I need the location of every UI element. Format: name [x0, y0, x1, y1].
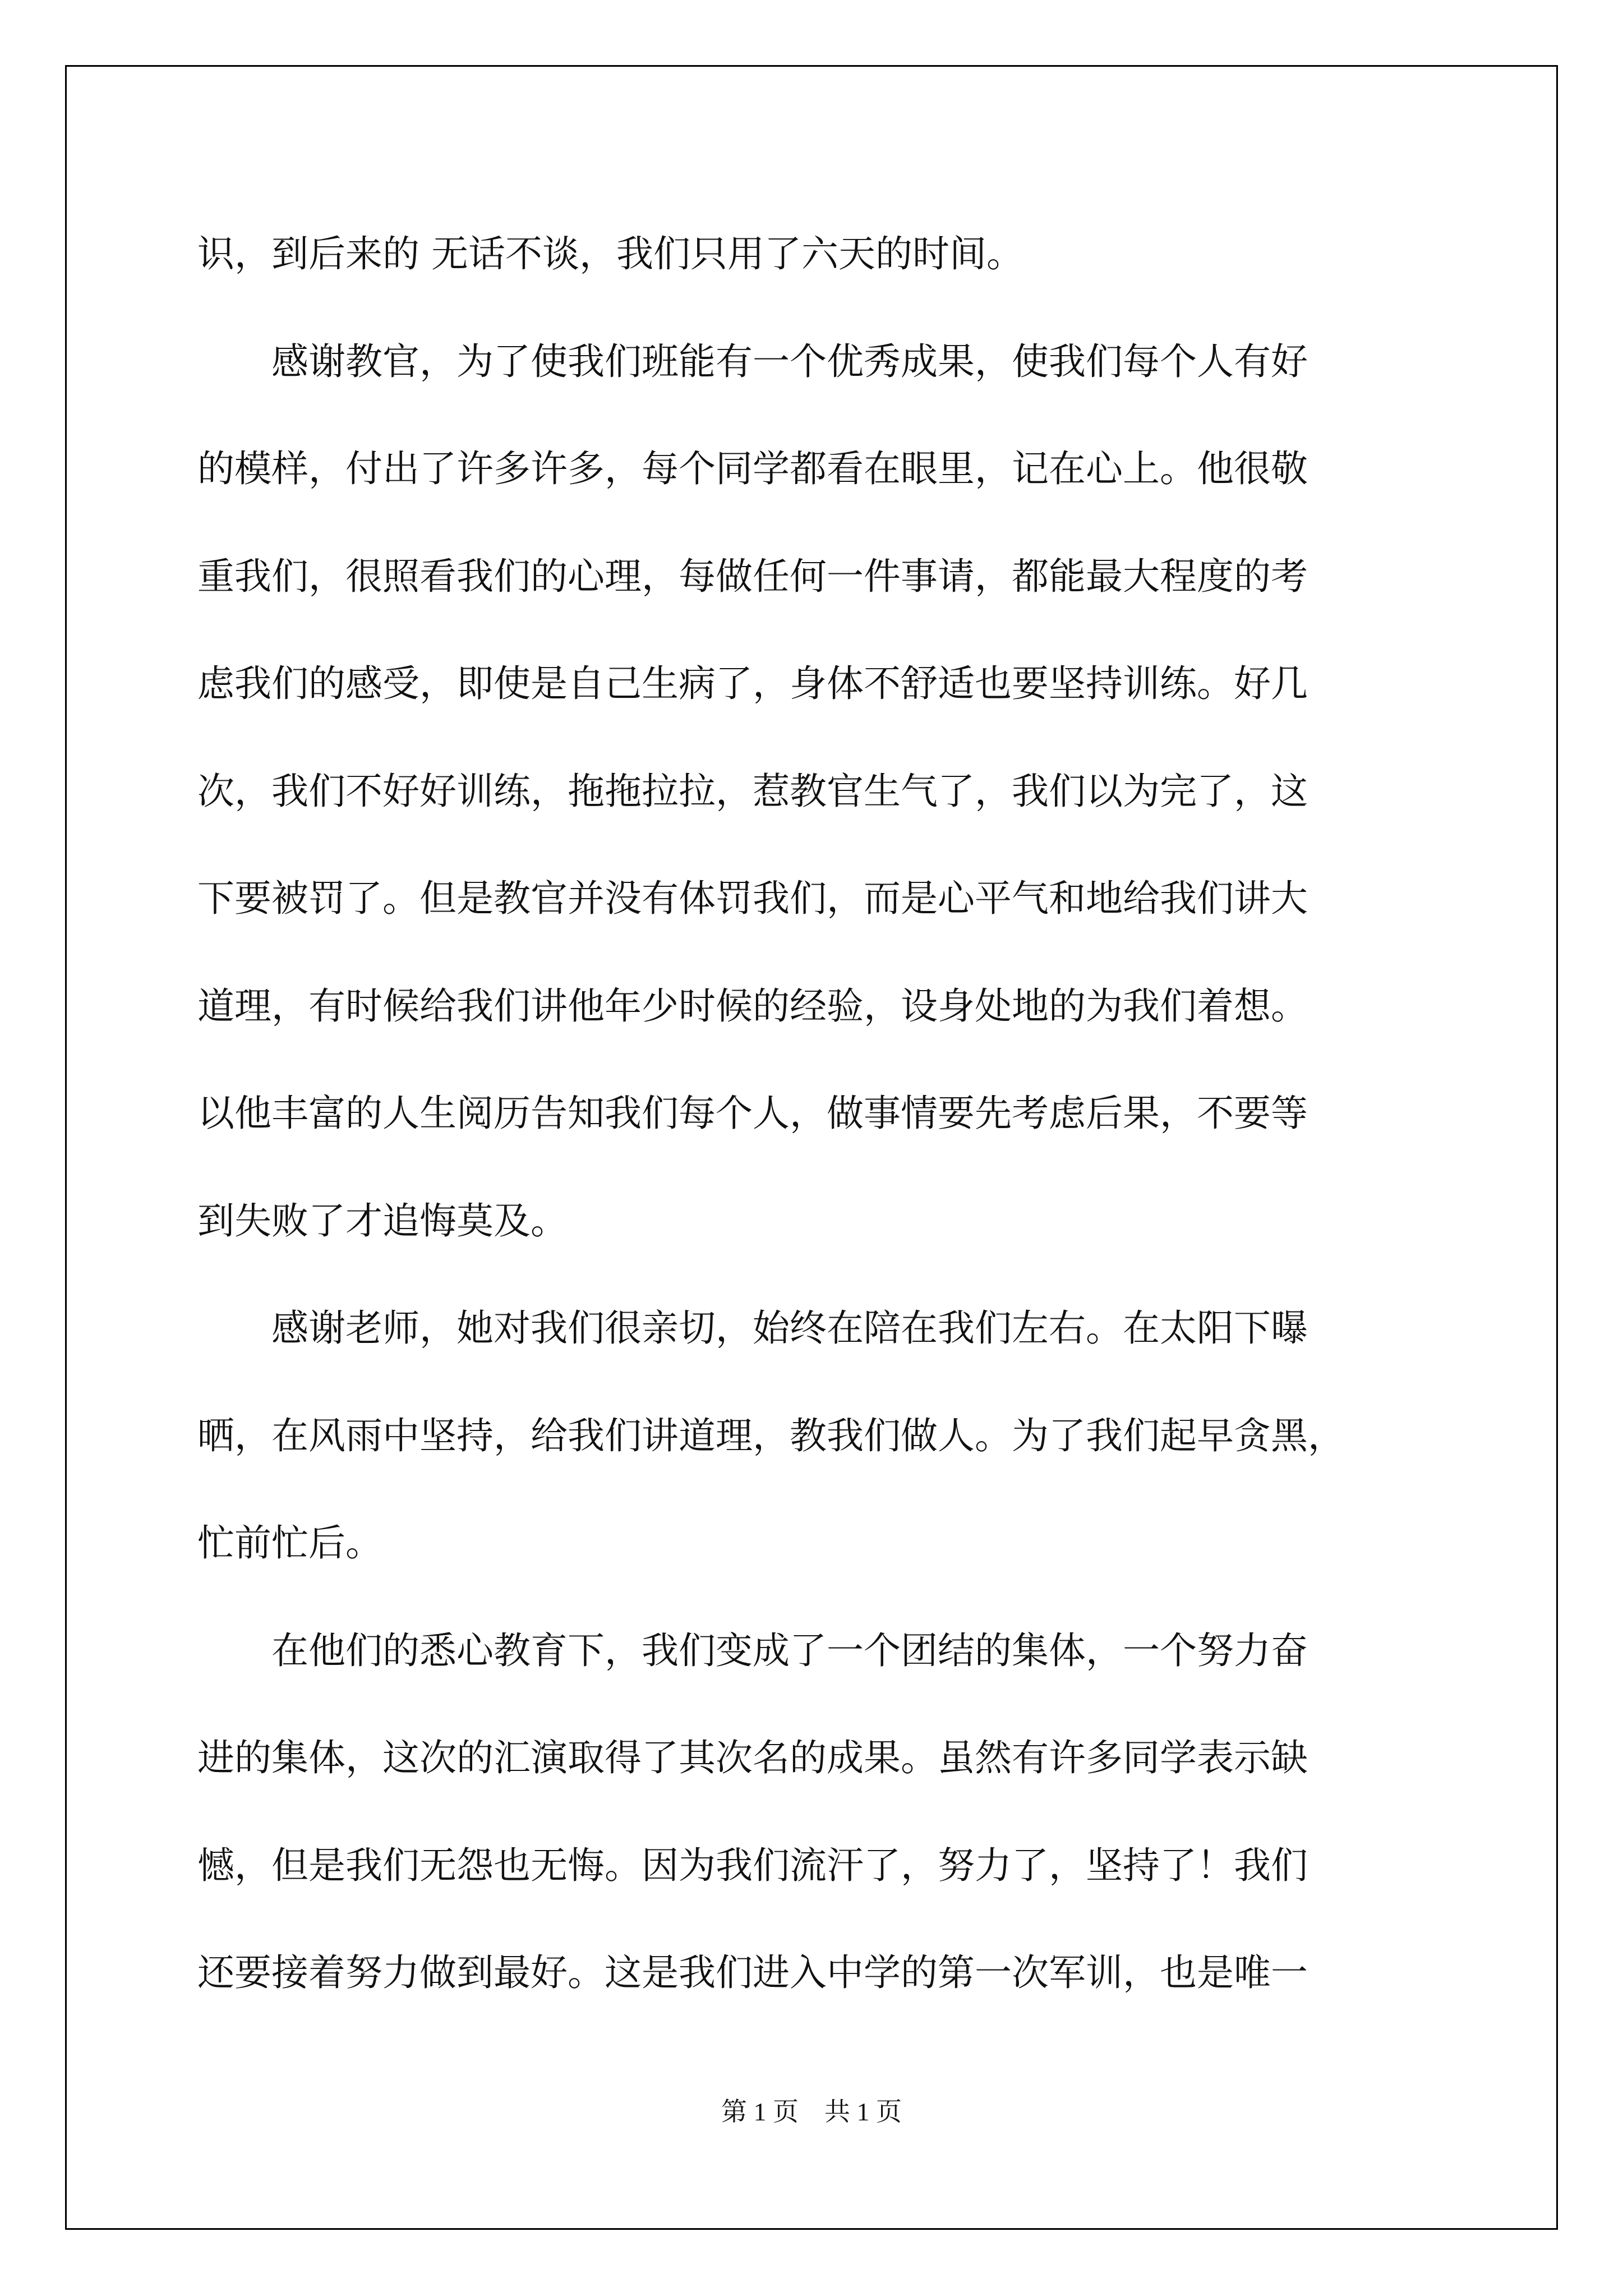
- text-line: 的模样，付出了许多许多，每个同学都看在眼里，记在心上。他很敬: [197, 447, 1308, 490]
- text-line: 道理，有时候给我们讲他年少时候的经验，设身处地的为我们着想。: [197, 984, 1308, 1028]
- text-line: 还要接着努力做到最好。这是我们进入中学的第一次军训，也是唯一: [197, 1951, 1308, 1994]
- text-line: 憾，但是我们无怨也无悔。因为我们流汗了，努力了，坚持了！我们: [197, 1843, 1308, 1887]
- text-line: 以他丰富的人生阅历告知我们每个人，做事情要先考虑后果，不要等: [197, 1092, 1308, 1135]
- text-line: 在他们的悉心教育下，我们变成了一个团结的集体，一个努力奋: [197, 1628, 1308, 1672]
- page-footer: [0, 2091, 1623, 2128]
- text-line: 重我们，很照看我们的心理，每做任何一件事请，都能最大程度的考: [197, 554, 1308, 598]
- document-body: [197, 200, 1431, 2027]
- text-line: 次，我们不好好训练，拖拖拉拉，惹教官生气了，我们以为完了，这: [197, 769, 1308, 813]
- page-number-label: 第 1 页 共 1 页: [721, 2097, 902, 2126]
- text-line: 进的集体，这次的汇演取得了其次名的成果。虽然有许多同学表示缺: [197, 1736, 1308, 1779]
- text-line: 晒，在风雨中坚持，给我们讲道理，教我们做人。为了我们起早贪黑，: [197, 1414, 1345, 1457]
- text-line: 虑我们的感受，即使是自己生病了，身体不舒适也要坚持训练。好几: [197, 662, 1308, 705]
- text-line: 识，到后来的 无话不谈，我们只用了六天的时间。: [197, 232, 1023, 275]
- text-line: 感谢老师，她对我们很亲切，始终在陪在我们左右。在太阳下曝: [197, 1306, 1308, 1350]
- text-line: 感谢教官，为了使我们班能有一个优秀成果，使我们每个人有好: [197, 339, 1308, 383]
- text-line: 到失败了才追悔莫及。: [197, 1199, 568, 1243]
- text-line: 下要被罚了。但是教官并没有体罚我们，而是心平气和地给我们讲大: [197, 877, 1308, 920]
- text-line: 忙前忙后。: [197, 1521, 382, 1565]
